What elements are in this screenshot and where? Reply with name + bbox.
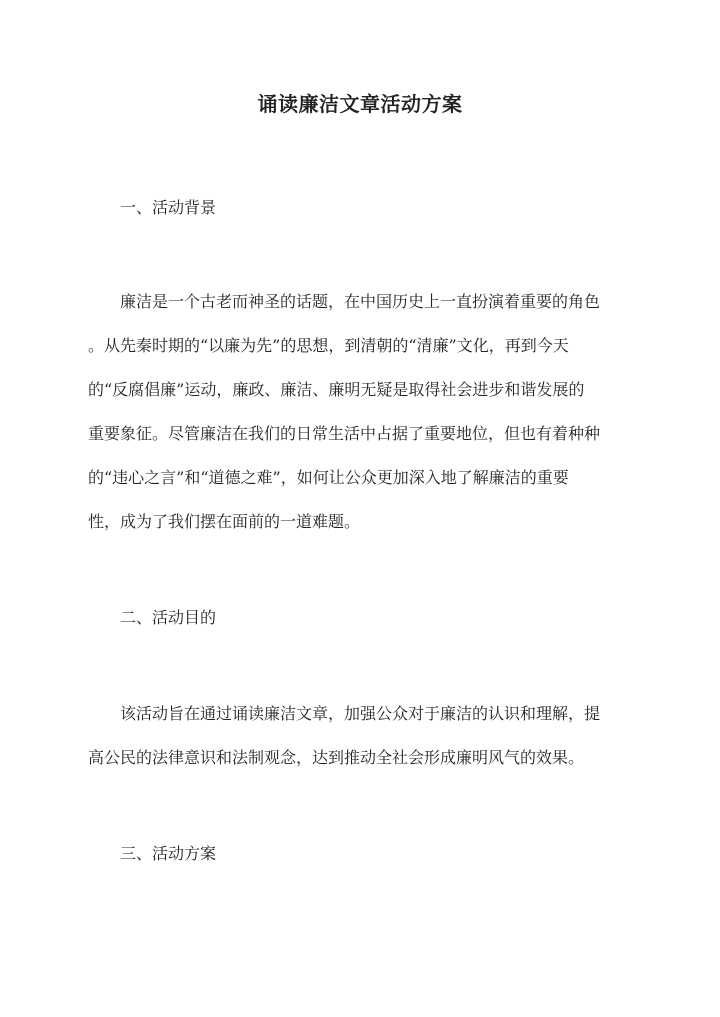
section-paragraph-purpose (88, 692, 636, 780)
paragraph-line: 。从先秦时期的“以廉为先”的思想，到清朝的“清廉”文化，再到今天 (88, 336, 569, 355)
paragraph-line: 性，成为了我们摆在面前的一道难题。 (88, 512, 361, 531)
section-heading-purpose: 二、活动目的 (120, 608, 217, 627)
section-paragraph-background (88, 280, 636, 544)
section-heading-plan: 三、活动方案 (120, 844, 217, 863)
paragraph-line: 高公民的法律意识和法制观念，达到推动全社会形成廉明风气的效果。 (88, 748, 585, 767)
section-heading-background: 一、活动背景 (120, 198, 217, 217)
paragraph-line: 的“反腐倡廉”运动，廉政、廉洁、廉明无疑是取得社会进步和谐发展的 (88, 380, 585, 399)
paragraph-line: 该活动旨在通过诵读廉洁文章，加强公众对于廉洁的认识和理解，提 (120, 704, 601, 723)
paragraph-line: 廉洁是一个古老而神圣的话题，在中国历史上一直扮演着重要的角色 (120, 292, 601, 311)
paragraph-line: 重要象征。尽管廉洁在我们的日常生活中占据了重要地位，但也有着种种 (88, 424, 601, 443)
paragraph-line: 的“违心之言”和“道德之难”，如何让公众更加深入地了解廉洁的重要 (88, 468, 569, 487)
document-title: 诵读廉洁文章活动方案 (257, 92, 463, 116)
